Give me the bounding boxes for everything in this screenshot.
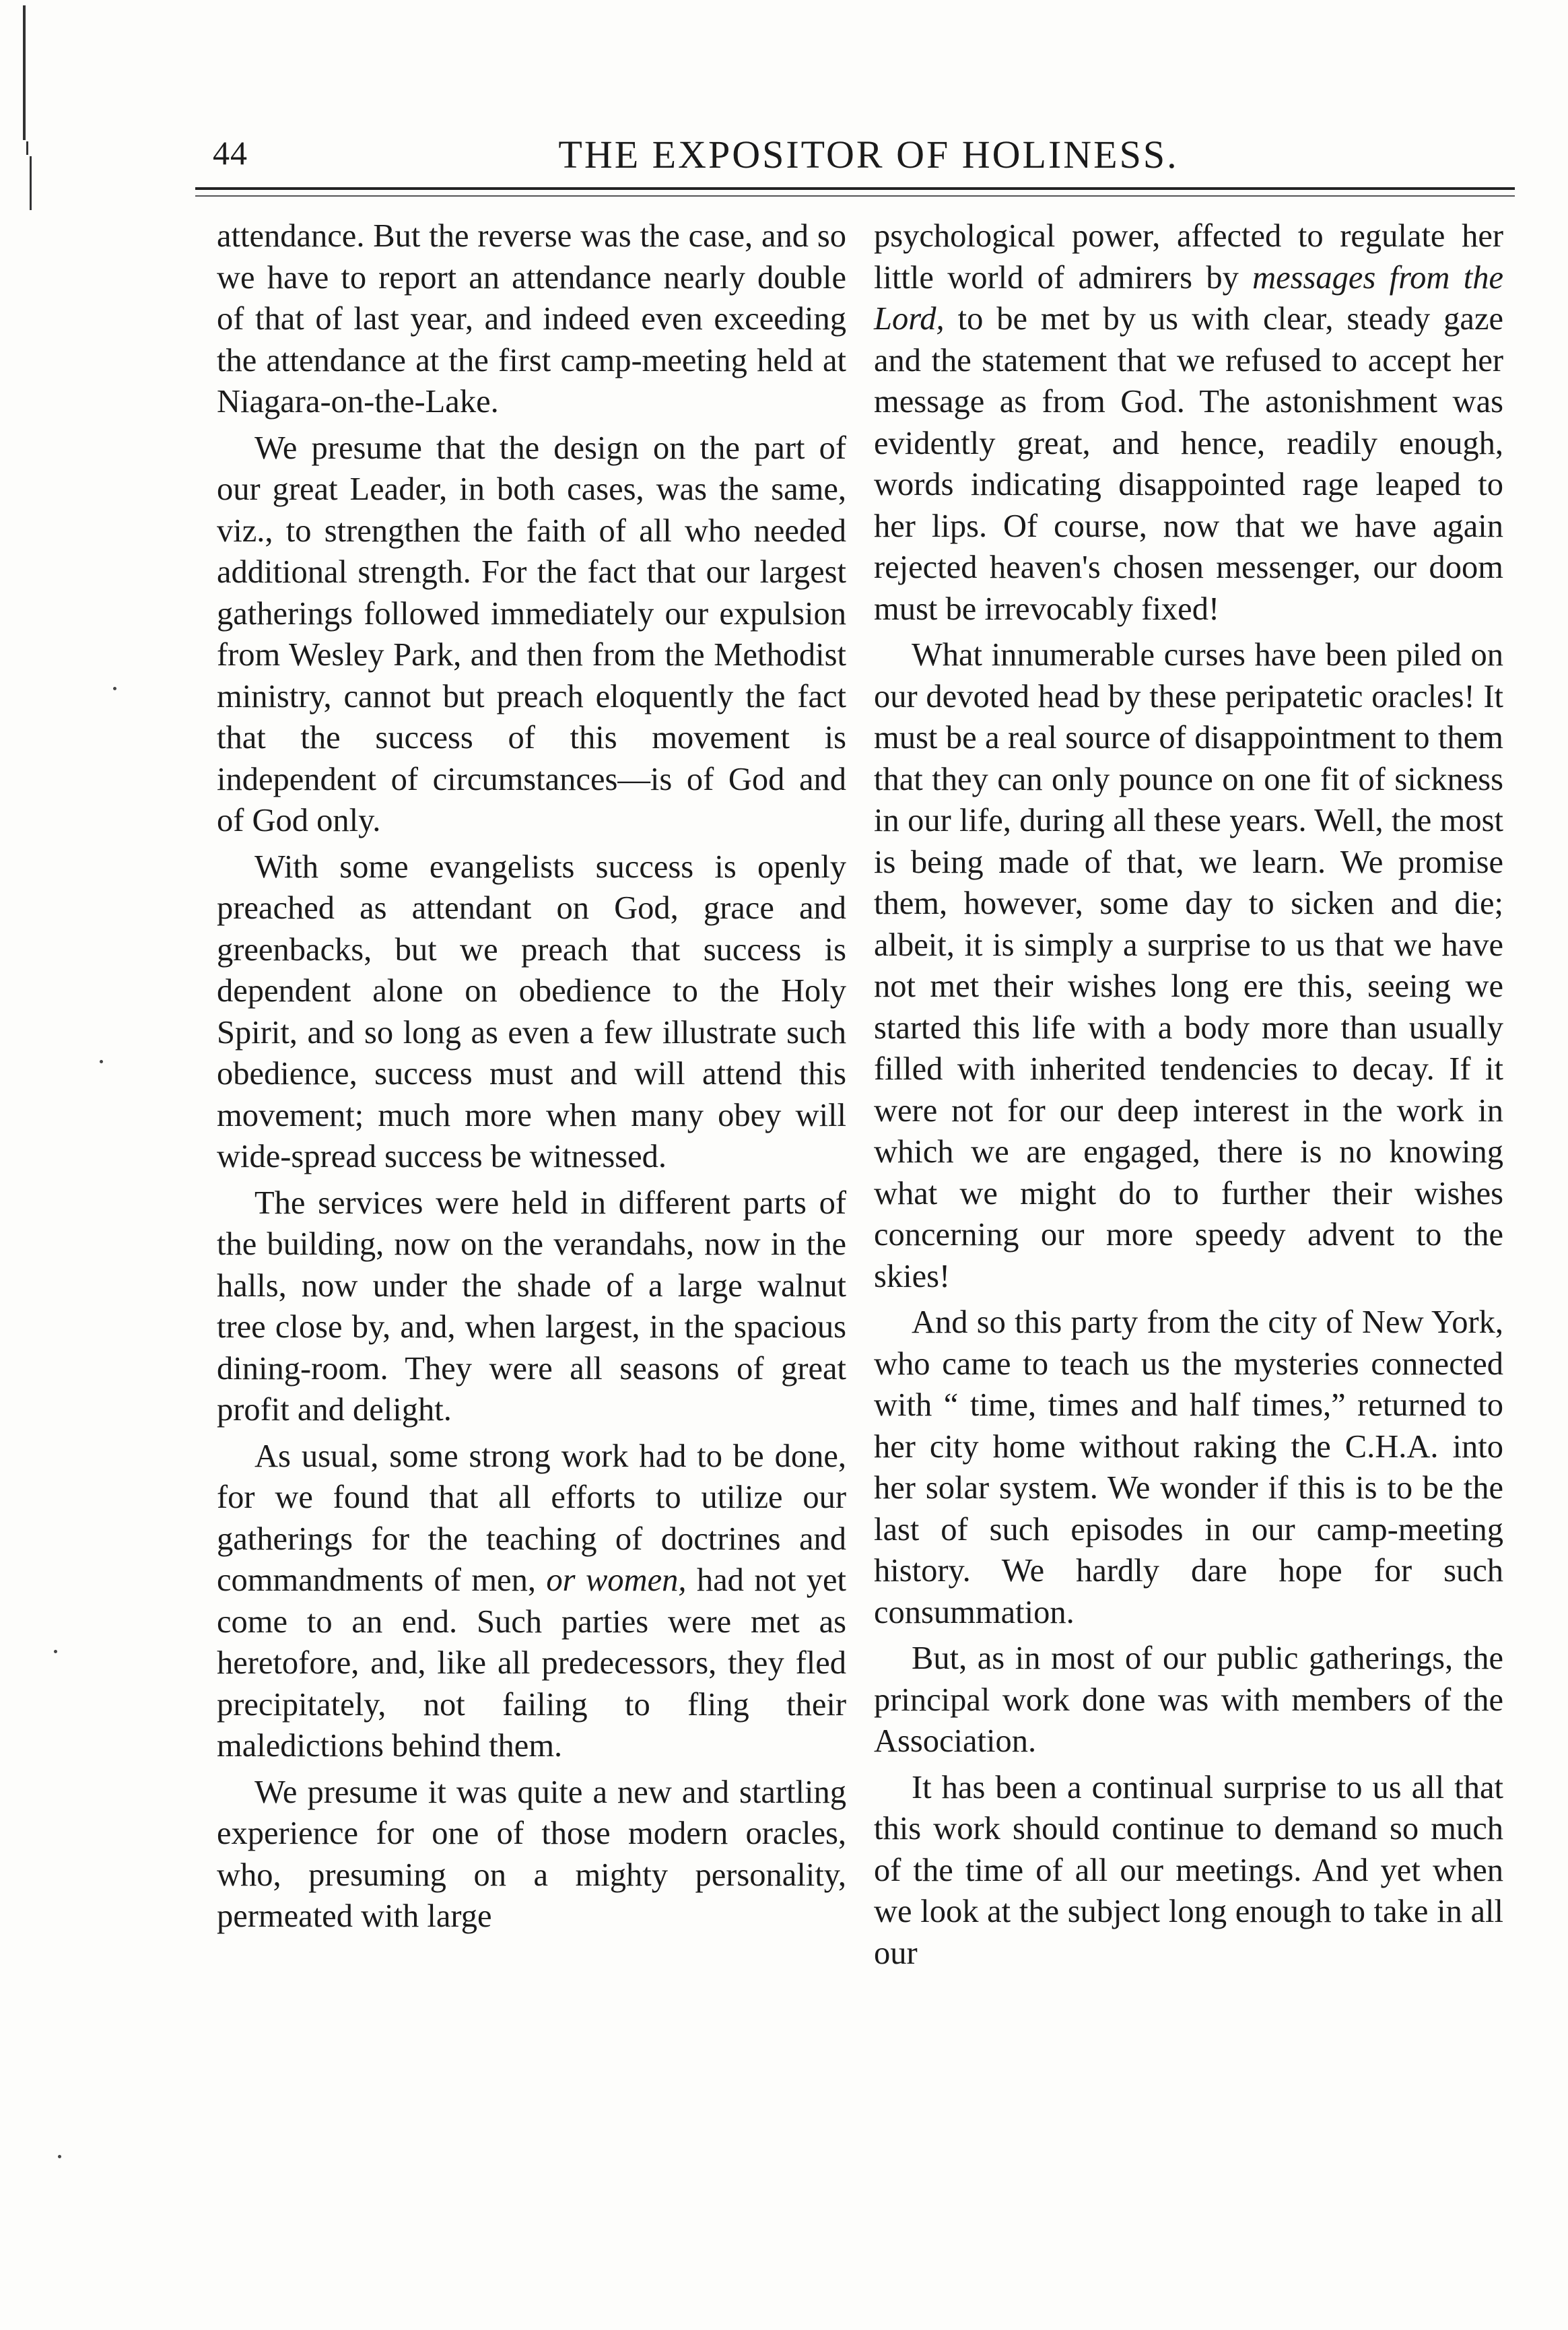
speck	[113, 687, 116, 690]
margin-scan-mark	[30, 156, 32, 210]
paragraph: But, as in most of our public gatherings, the principal work done was with members of the Association.	[874, 1640, 1503, 1759]
left-column	[217, 215, 846, 1942]
paragraph: We presume that the design on the part of our great Leader, in both cases, was the same, viz., to strengthen the faith of all who needed additional strength. For the fact that our largest gatherings followed immediately our expulsion from Wesley Park, and then from the Methodist ministry, cannot but preach eloquently the fact that the success of this movement is independent of circumstances—is of God and of God only.	[217, 430, 846, 838]
paragraph: With some evangelists success is openly preached as attendant on God, grace and greenbacks, but we preach that success is dependent alone on obedience to the Holy Spirit, and so long as even a few illustrate such obedience, success must and will attend this movement; much more when many obey will wide-spread success be witnessed.	[217, 848, 846, 1174]
margin-scan-mark	[26, 141, 28, 155]
header-rule	[195, 187, 1515, 190]
paragraph: attendance. But the reverse was the case, and so we have to report an attendance nearly double of that of last year, and indeed even exceeding the attendance at the first camp-meeting held at Niagara-on-the-Lake.	[217, 218, 846, 420]
paragraph: The services were held in different parts of the building, now on the verandahs, now in the halls, now under the shade of a large walnut tree close by, and, when largest, in the spacious dining-room. They were all seasons of great profit and delight.	[217, 1185, 846, 1428]
speck	[58, 2155, 61, 2158]
paragraph: What innumerable curses have been piled on our devoted head by these peripatetic oracles! It must be a real source of disappointment to them that they can only pounce on one fit of sickness in our life, during all these years. Well, the most is being made of that, we learn. We promise them, however, some day to sicken and die; albeit, it is simply a surprise to us that we have not met their wishes long ere this, seeing we started this life with a body more than usually filled with inherited tendencies to decay. If it were not for our deep interest in the work in which we are engaged, there is no knowing what we might do to further their wishes concerning our more speedy advent to the skies!	[874, 637, 1503, 1294]
paragraph	[874, 215, 1503, 630]
italic-phrase: messages from the Lord,	[874, 259, 1503, 337]
paragraph-text: had not yet come to an end. Such parties were met as heretofore, and, like all predecessors, they fled precipitately, not failing to fling their maledictions behind them.	[217, 1562, 846, 1764]
italic-phrase: or women,	[546, 1562, 687, 1598]
paragraph: And so this party from the city of New York, who came to teach us the mysteries connected with “ time, times and half times,” returned to her city home without raking the C.H.A. into her solar system. We wonder if this is to be the last of such episodes in our camp-meeting history. We hardly dare hope for such consummation.	[874, 1304, 1503, 1630]
paragraph: It has been a continual surprise to us all that this work should continue to demand so much of the time of all our meetings. And yet when we look at the subject long enough to take in all our	[874, 1769, 1503, 1971]
right-column	[874, 215, 1503, 1978]
paragraph-text: to be met by us with clear, steady gaze and the statement that we refused to accept her message as from God. The astonishment was evidently great, and hence, readily enough, words indicating disappointed rage leaped to her lips. Of course, now that we have again rejected heaven's chosen messenger, our doom must be irrevocably fixed!	[874, 301, 1503, 627]
running-title: THE EXPOSITOR OF HOLINESS.	[558, 133, 1179, 176]
paragraph	[217, 1436, 846, 1767]
speck	[54, 1650, 57, 1653]
page-header	[195, 128, 1515, 189]
speck	[100, 1060, 103, 1063]
paragraph-text: psychological power, affected to regulate her little world of admirers by	[874, 218, 1503, 296]
paragraph: We presume it was quite a new and startling experience for one of those modern oracles, who, presuming on a mighty personality, permeated with large	[217, 1774, 846, 1934]
paragraph-text: As usual, some strong work had to be done, for we found that all efforts to utilize our gatherings for the teaching of doctrines and commandments of men,	[217, 1438, 846, 1598]
header-rule-thin	[195, 195, 1515, 197]
margin-scan-mark	[23, 5, 26, 140]
page-number: 44	[213, 134, 248, 172]
